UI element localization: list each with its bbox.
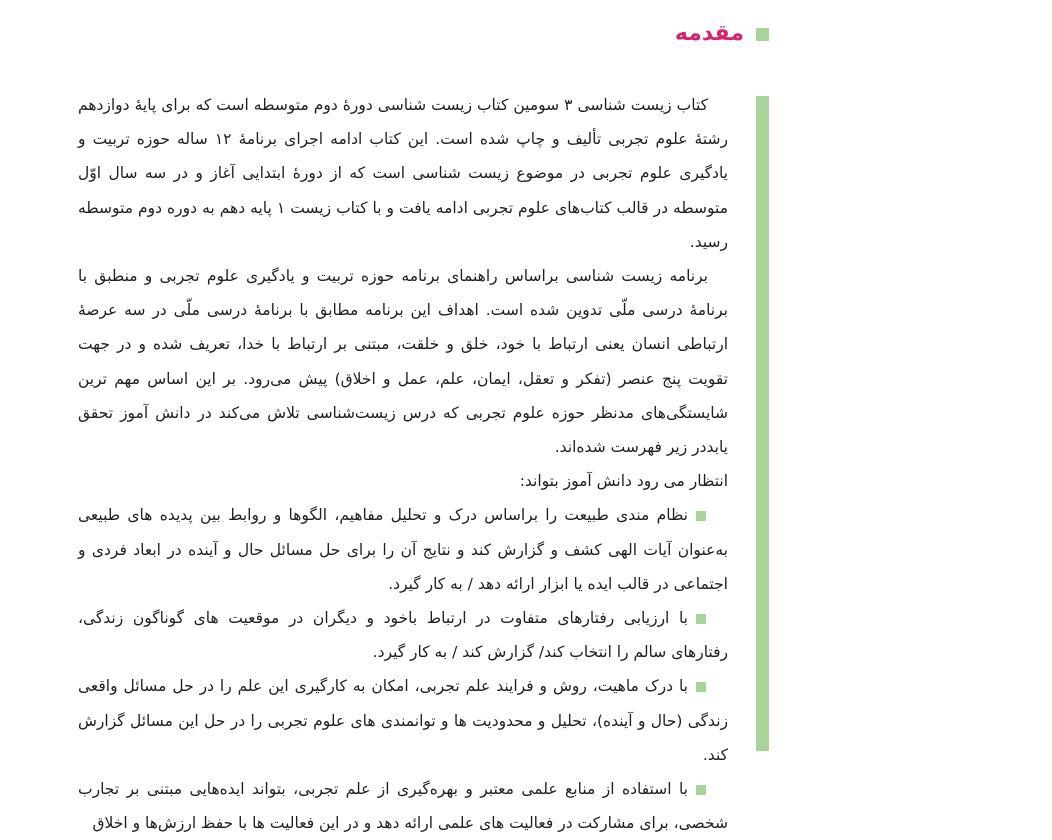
bullet-item: [78, 498, 728, 601]
green-square-bullet-icon: [696, 614, 706, 624]
bullet-text: با درک ماهیت، روش و فرایند علم تجربی، امکان به کارگیری این علم را در حل مسائل واقعی زندگی (حال و آینده)، تحلیل و محدودیت ها و توانمندی های علوم تجربی را در حل این مسائل گزارش کند.: [78, 677, 728, 764]
bullet-text: نظام مندی طبیعت را براساس درک و تحلیل مفاهیم، الگوها و روابط بین پدیده های طبیعی به‌عنوان آیات الهی کشف و گزارش کند و نتایج آن را برای حل مسائل حال و آینده در ابعاد فردی و اجتماعی در قالب ایده یا ابزار ارائه دهد / به کار گیرد.: [78, 506, 728, 593]
paragraph-intro: کتاب زیست شناسی ۳ سومین کتاب زیست شناسی دورهٔ دوم متوسطه است که برای پایهٔ دوازدهم رشتهٔ علوم تجربی تألیف و چاپ شده است. این کتاب ادامه اجرای برنامهٔ ۱۲ ساله حوزه تربیت و یادگیری علوم تجربی در موضوع زیست شناسی است که از دورهٔ ابتدایی آغاز و در سه سال اوّل متوسطه در قالب کتاب‌های علوم تجربی ادامه یافت و با کتاب زیست ۱ پایه دهم به دوره دوم متوسطه رسید.: [78, 96, 729, 251]
green-side-bar: [756, 96, 769, 751]
bullet-item: [78, 772, 728, 840]
paragraph-curriculum: برنامه زیست شناسی براساس راهنمای برنامه حوزه تربیت و یادگیری علوم تجربی و منطبق با برنامهٔ درسی ملّی تدوین شده است. اهداف این برنامه مطابق با برنامهٔ درسی ملّی در سه عرصهٔ ارتباطی انسان یعنی ارتباط با خود، خلق و خلقت، مبتنی بر ارتباط با خدا، تعریف شده و در جهت تقویت پنج عنصر (تفکر و تعقل، ایمان، علم، عمل و اخلاق) پیش می‌رود. بر این اساس مهم ترین شایستگی‌های مدنظر حوزه علوم تجربی که درس زیست‌شناسی تلاش می‌کند در دانش آموز تحقق یابددر زیر فهرست شده‌اند.: [78, 267, 728, 457]
section-title: مقدمه: [674, 21, 744, 46]
green-square-icon: [756, 28, 769, 41]
section-header: [675, 14, 769, 54]
paragraph-expectation: انتظار می رود دانش آموز بتواند:: [519, 472, 728, 491]
green-square-bullet-icon: [696, 785, 706, 795]
green-square-bullet-icon: [696, 682, 706, 692]
green-square-bullet-icon: [696, 511, 706, 521]
bullet-item: [78, 669, 728, 772]
bullet-text: با استفاده از منابع علمی معتبر و بهره‌گیری از علم تجربی، بتواند ایده‌هایی مبتنی بر تجارب شخصی، برای مشارکت در فعالیت های علمی ارائه دهد و در این فعالیت ها با حفظ ارزش‌ها و اخلاق: [78, 780, 728, 833]
bullet-item: [78, 601, 728, 669]
bullet-text: با ارزیابی رفتارهای متفاوت در ارتباط باخود و دیگران در موقعیت های گوناگون زندگی، رفتارهای سالم را انتخاب کند/ گزارش کند / به کار گیرد.: [78, 609, 728, 662]
body-text: [78, 88, 728, 840]
